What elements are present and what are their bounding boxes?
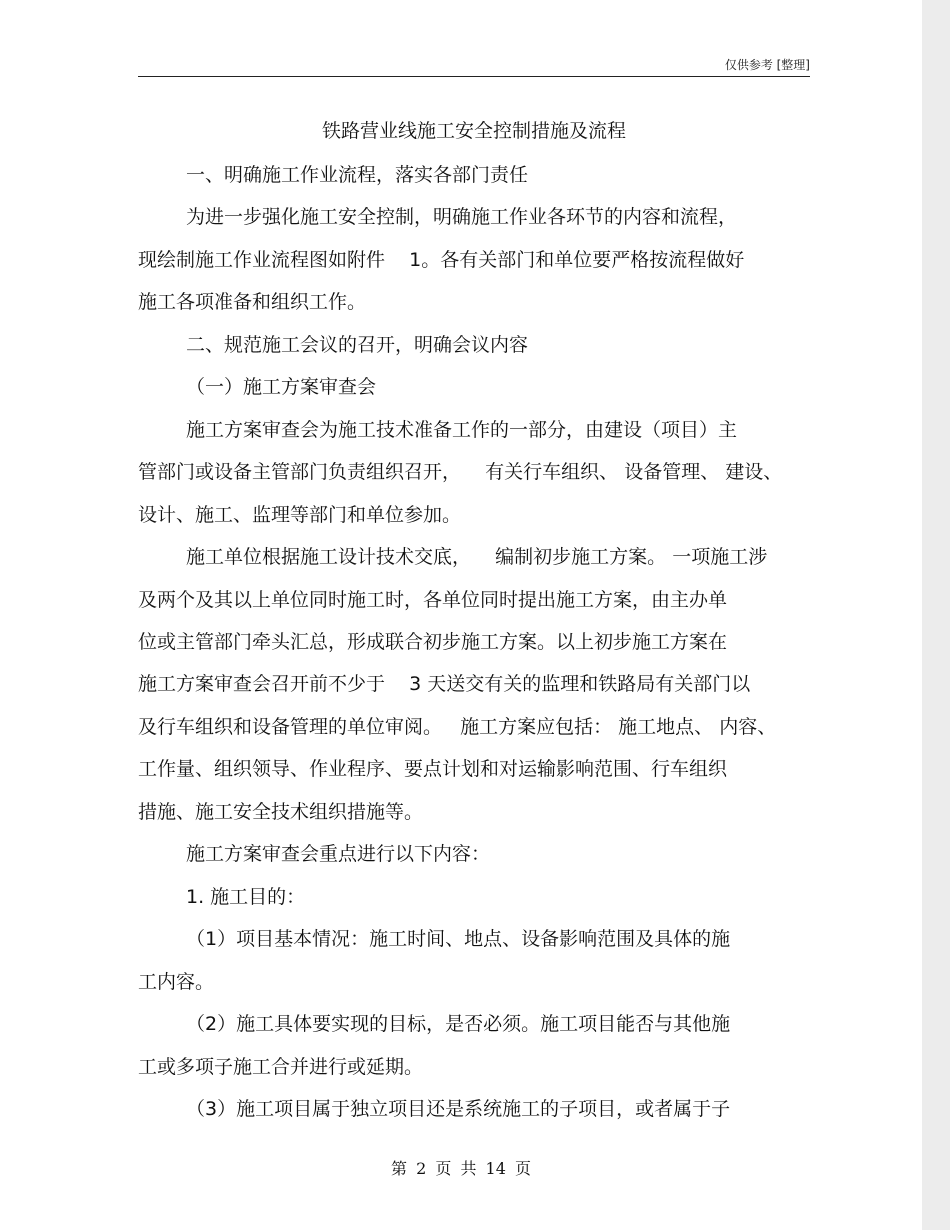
- body-line: 施工各项准备和组织工作。: [138, 291, 367, 314]
- body-line: 工内容。: [138, 970, 215, 993]
- body-line: 施工单位根据施工设计技术交底， 编制初步施工方案。 一项施工涉: [186, 546, 768, 568]
- body-line: 工作量、组织领导、作业程序、要点计划和对运输影响范围、行车组织: [138, 758, 728, 781]
- body-line: 施工方案审查会召开前不少于 3 天送交有关的监理和铁路局有关部门以: [138, 673, 751, 696]
- body-line: 及行车组织和设备管理的单位审阅。 施工方案应包括： 施工地点、 内容、: [138, 715, 777, 738]
- body-line: （2）施工具体要实现的目标，是否必须。施工项目能否与其他施: [186, 1013, 731, 1035]
- body-line: 及两个及其以上单位同时施工时，各单位同时提出施工方案，由主办单: [138, 588, 728, 611]
- body-line: 工或多项子施工合并进行或延期。: [138, 1055, 424, 1078]
- body-line: （3）施工项目属于独立项目还是系统施工的子项目，或者属于子: [186, 1097, 731, 1120]
- body-line: 现绘制施工作业流程图如附件 1。各有关部门和单位要严格按流程做好: [138, 248, 745, 271]
- body-line: 管部门或设备主管部门负责组织召开， 有关行车组织、 设备管理、 建设、: [138, 461, 783, 484]
- body-line: 二、规范施工会议的召开，明确会议内容: [186, 333, 529, 356]
- body-line: 1. 施工目的：: [186, 885, 306, 908]
- body-line: 施工方案审查会为施工技术准备工作的一部分，由建设（项目）主: [186, 418, 738, 441]
- body-line: 位或主管部门牵头汇总，形成联合初步施工方案。以上初步施工方案在: [138, 631, 728, 653]
- page-footer: 第 2 页 共 14 页: [391, 1159, 531, 1178]
- header-rule: [138, 76, 810, 77]
- body-line: 为进一步强化施工安全控制，明确施工作业各环节的内容和流程，: [186, 206, 738, 229]
- body-line: 施工方案审查会重点进行以下内容：: [186, 843, 491, 866]
- body-line: 一、明确施工作业流程，落实各部门责任: [186, 164, 529, 186]
- document-title: 铁路营业线施工安全控制措施及流程: [321, 120, 626, 142]
- page-header: 仅供参考 [整理]: [724, 58, 810, 72]
- body-line: （一）施工方案审查会: [186, 376, 377, 399]
- body-line: （1）项目基本情况：施工时间、地点、设备影响范围及具体的施: [186, 928, 731, 951]
- body-line: 措施、施工安全技术组织措施等。: [138, 800, 424, 823]
- body-line: 设计、施工、监理等部门和单位参加。: [138, 503, 462, 526]
